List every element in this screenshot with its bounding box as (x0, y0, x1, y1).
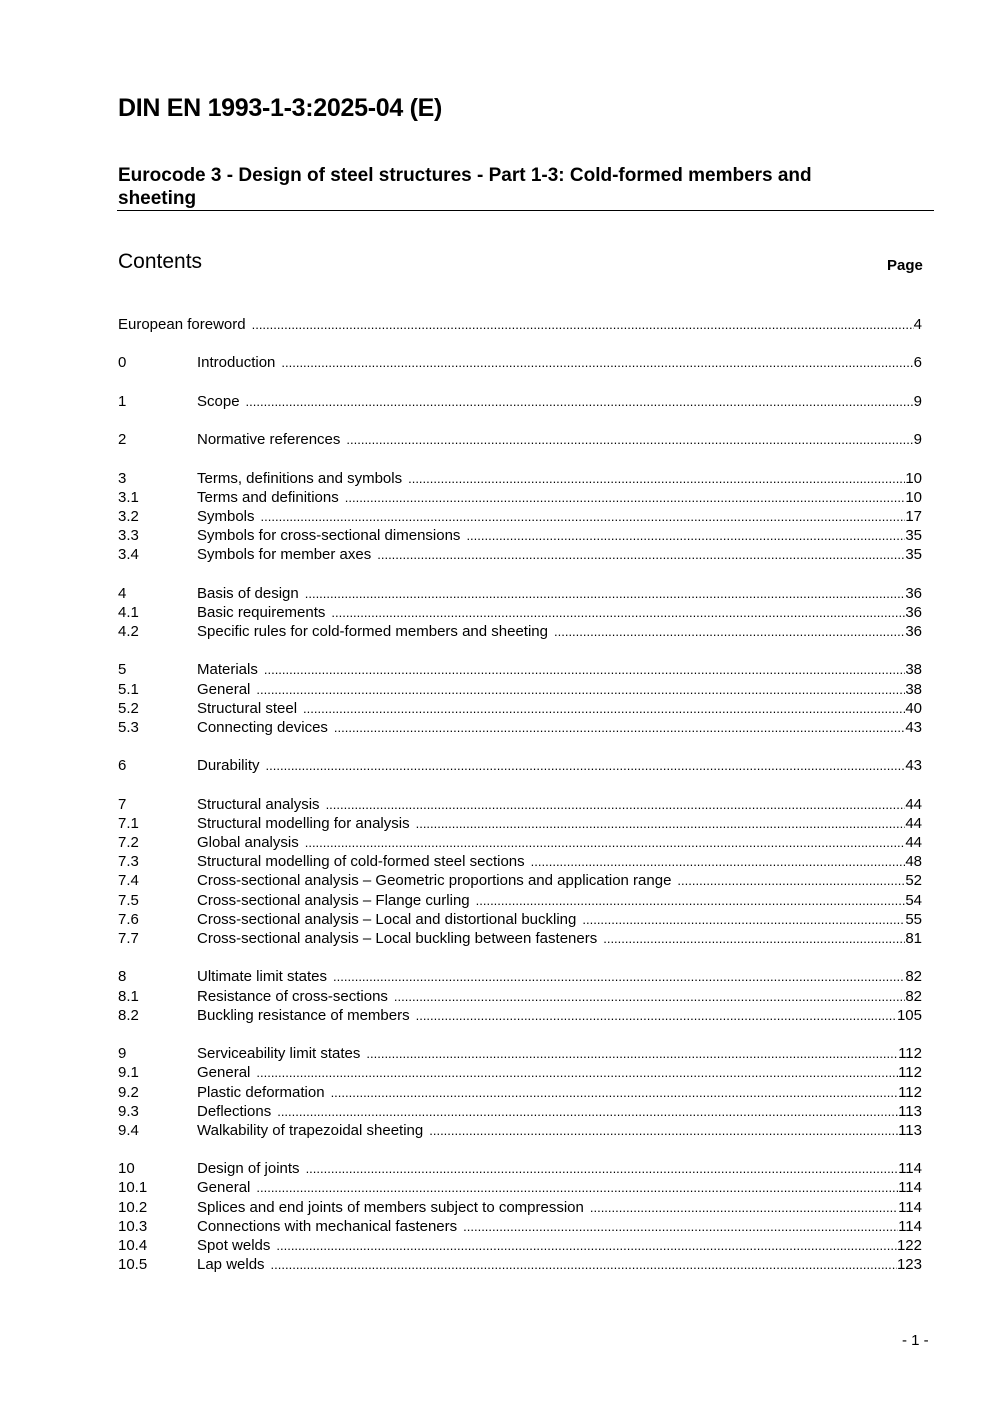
toc-group (118, 1159, 922, 1274)
toc-entry-number: 3.3 (118, 527, 139, 545)
toc-entry-number: 7 (118, 795, 127, 813)
toc-entry-page: 36 (905, 623, 922, 640)
toc-entry-page: 6 (913, 354, 922, 372)
toc-entry-page: 38 (905, 661, 922, 679)
toc-entry-title: Terms and definitions (197, 488, 339, 506)
toc-dot-leader (554, 622, 905, 641)
toc-entry-title: Structural modelling of cold-formed steel sections (197, 853, 525, 871)
toc-entry-number: 9.2 (118, 1083, 139, 1101)
toc-entry-title: Symbols for cross-sectional dimensions (197, 527, 461, 545)
toc-entry-number: 3 (118, 469, 127, 487)
toc-entry[interactable] (118, 871, 922, 890)
toc-dot-leader (333, 967, 905, 986)
toc-entry-number: 10 (118, 1160, 135, 1178)
toc-dot-leader (603, 929, 905, 948)
toc-dot-leader (256, 1178, 898, 1197)
toc-entry-page: 82 (905, 968, 922, 986)
toc-dot-leader (408, 469, 905, 488)
toc-entry[interactable] (118, 1063, 922, 1082)
toc-group (118, 795, 922, 949)
toc-entry-number: 10.4 (118, 1237, 148, 1254)
toc-entry[interactable] (118, 718, 922, 737)
toc-entry[interactable] (118, 814, 922, 833)
toc-entry-title: Global analysis (197, 834, 299, 852)
toc-entry-title: Normative references (197, 431, 341, 449)
toc-dot-leader (256, 1063, 898, 1082)
toc-entry-page: 112 (898, 1064, 922, 1082)
toc-dot-leader (264, 660, 905, 679)
toc-entry[interactable] (118, 756, 922, 775)
toc-entry-number: 9 (118, 1045, 127, 1063)
toc-entry-title: General (197, 680, 251, 698)
toc-entry-number: 5.2 (118, 699, 139, 717)
toc-entry-title: Cross-sectional analysis – Local buckling between fasteners (197, 930, 598, 947)
toc-entry[interactable] (118, 622, 922, 641)
toc-dot-leader (303, 699, 905, 718)
toc-entry[interactable] (118, 1121, 922, 1140)
toc-entry-page: 48 (905, 853, 922, 871)
toc-entry-number: 7.7 (118, 930, 139, 947)
toc-entry-page: 44 (905, 834, 922, 852)
toc-entry-page: 36 (905, 603, 922, 621)
toc-dot-leader (394, 987, 905, 1006)
toc-entry[interactable] (118, 1006, 922, 1025)
toc-dot-leader (266, 756, 906, 775)
toc-entry-page: 38 (905, 680, 922, 698)
contents-heading: Contents (118, 250, 203, 273)
toc-entry[interactable] (118, 1083, 922, 1102)
toc-group (118, 584, 922, 642)
toc-group (118, 756, 922, 775)
toc-dot-leader (416, 1006, 897, 1025)
toc-entry-number: 9.4 (118, 1121, 139, 1139)
toc-entry-page: 52 (905, 872, 922, 890)
toc-entry[interactable] (118, 987, 922, 1006)
page-number-footer: - 1 - (902, 1332, 929, 1349)
toc-dot-leader (466, 526, 905, 545)
toc-entry-page: 43 (905, 757, 922, 775)
toc-entry-title: Ultimate limit states (197, 968, 328, 986)
toc-entry-title: Specific rules for cold-formed members and sheeting (197, 623, 548, 640)
toc-entry-title: Terms, definitions and symbols (197, 469, 403, 487)
toc-entry-title: Symbols for member axes (197, 546, 372, 564)
toc-dot-leader (252, 315, 914, 334)
toc-entry[interactable] (118, 603, 922, 622)
toc-entry-number: 3.4 (118, 546, 139, 564)
toc-entry-number: 8 (118, 968, 127, 986)
toc-entry-number: 10.3 (118, 1217, 148, 1235)
toc-entry-title: Resistance of cross-sections (197, 987, 388, 1005)
toc-entry-page: 114 (898, 1179, 922, 1197)
toc-entry-page: 40 (905, 699, 922, 717)
toc-entry[interactable] (118, 833, 922, 852)
toc-entry[interactable] (118, 699, 922, 718)
toc-entry-title: Scope (197, 392, 240, 410)
toc-entry-title: Structural analysis (197, 795, 320, 813)
toc-entry-number: 10.1 (118, 1179, 148, 1197)
toc-entry-number: 8.1 (118, 987, 139, 1005)
toc-entry[interactable] (118, 1044, 922, 1063)
toc-entry-number: 3.1 (118, 488, 139, 506)
toc-entry-number: 9.1 (118, 1064, 139, 1082)
toc-entry-title: Connecting devices (197, 718, 328, 736)
toc-entry-page: 17 (905, 507, 922, 525)
toc-group (118, 967, 922, 1025)
toc-dot-leader (276, 1236, 897, 1255)
toc-dot-leader (261, 507, 906, 526)
toc-entry-page: 113 (898, 1102, 922, 1120)
toc-entry[interactable] (118, 584, 922, 603)
toc-entry[interactable] (118, 1236, 922, 1255)
toc-entry-title: Connections with mechanical fasteners (197, 1217, 458, 1235)
toc-entry-title: Deflections (197, 1102, 272, 1120)
toc-entry-title: Splices and end joints of members subject to compression (197, 1198, 584, 1216)
toc-dot-leader (256, 680, 905, 699)
toc-dot-leader (281, 353, 913, 372)
toc-entry-page: 10 (905, 469, 922, 487)
toc-entry-page: 9 (913, 392, 922, 410)
toc-dot-leader (346, 430, 913, 449)
toc-entry[interactable] (118, 526, 922, 545)
toc-entry-page: 114 (898, 1160, 922, 1178)
toc-group (118, 392, 922, 411)
toc-entry-number: 4 (118, 584, 127, 602)
toc-entry[interactable] (118, 910, 922, 929)
toc-entry-title: Structural modelling for analysis (197, 814, 410, 832)
document-id: DIN EN 1993-1-3:2025-04 (E) (118, 94, 442, 122)
toc-entry-page: 113 (898, 1121, 922, 1139)
toc-group (118, 469, 922, 565)
toc-entry-title: Durability (197, 757, 260, 775)
toc-group (118, 315, 922, 334)
toc-dot-leader (246, 392, 914, 411)
toc-entry[interactable] (118, 967, 922, 986)
toc-entry-number: 5 (118, 661, 127, 679)
toc-entry-number: 3.2 (118, 507, 139, 525)
toc-entry[interactable] (118, 315, 922, 334)
toc-entry[interactable] (118, 1102, 922, 1121)
toc-entry-title: Cross-sectional analysis – Flange curling (197, 891, 470, 909)
toc-entry-title: Structural steel (197, 699, 298, 717)
toc-entry[interactable] (118, 680, 922, 699)
toc-entry-number: 8.2 (118, 1006, 139, 1024)
toc-entry-page: 114 (898, 1217, 922, 1235)
toc-entry-page: 4 (913, 316, 922, 333)
table-of-contents (118, 315, 922, 1274)
toc-entry-title: European foreword (118, 316, 246, 333)
toc-entry-page: 9 (913, 431, 922, 449)
toc-entry-number: 0 (118, 354, 127, 372)
toc-dot-leader (582, 910, 905, 929)
toc-entry-title: General (197, 1179, 251, 1197)
toc-entry-title: Basis of design (197, 584, 299, 602)
toc-entry-number: 1 (118, 392, 127, 410)
toc-entry-title: General (197, 1064, 251, 1082)
toc-entry-number: 7.5 (118, 891, 139, 909)
document-subtitle: Eurocode 3 - Design of steel structures - Part 1-3: Cold-formed members and sheeting (118, 165, 812, 209)
toc-entry-number: 9.3 (118, 1102, 139, 1120)
title-divider (117, 210, 934, 211)
toc-entry-title: Materials (197, 661, 258, 679)
toc-entry[interactable] (118, 507, 922, 526)
toc-entry-page: 36 (905, 584, 922, 602)
toc-dot-leader (590, 1198, 898, 1217)
toc-entry-page: 123 (896, 1256, 922, 1274)
toc-entry-title: Basic requirements (197, 603, 326, 621)
toc-entry-title: Lap welds (197, 1256, 265, 1274)
toc-entry-number: 10.2 (118, 1198, 148, 1216)
toc-entry-title: Design of joints (197, 1160, 300, 1178)
toc-group (118, 1044, 922, 1140)
toc-entry-page: 122 (896, 1237, 922, 1254)
toc-entry-title: Introduction (197, 354, 276, 372)
toc-dot-leader (677, 871, 905, 890)
toc-entry-number: 10.5 (118, 1256, 148, 1274)
toc-entry-number: 5.1 (118, 680, 139, 698)
toc-dot-leader (277, 1102, 898, 1121)
toc-entry-title: Plastic deformation (197, 1083, 325, 1101)
toc-entry[interactable] (118, 929, 922, 948)
toc-dot-leader (306, 1159, 899, 1178)
toc-dot-leader (366, 1044, 898, 1063)
toc-dot-leader (476, 891, 906, 910)
toc-entry-page: 112 (898, 1045, 922, 1063)
toc-dot-leader (326, 795, 906, 814)
toc-dot-leader (531, 852, 906, 871)
toc-entry-page: 44 (905, 814, 922, 832)
toc-entry-page: 82 (905, 987, 922, 1005)
toc-entry-title: Cross-sectional analysis – Local and distortional buckling (197, 910, 577, 928)
toc-entry[interactable] (118, 852, 922, 871)
toc-dot-leader (429, 1121, 898, 1140)
toc-entry-page: 54 (905, 891, 922, 909)
toc-dot-leader (416, 814, 906, 833)
toc-dot-leader (305, 584, 906, 603)
toc-entry-title: Walkability of trapezoidal sheeting (197, 1121, 424, 1139)
toc-dot-leader (345, 488, 906, 507)
toc-entry-page: 105 (896, 1006, 922, 1024)
toc-entry-page: 55 (905, 910, 922, 928)
toc-entry-number: 5.3 (118, 718, 139, 736)
toc-entry-page: 81 (905, 930, 922, 947)
toc-entry-number: 6 (118, 757, 127, 775)
toc-dot-leader (463, 1217, 898, 1236)
toc-entry-number: 7.2 (118, 834, 139, 852)
toc-group (118, 430, 922, 449)
toc-entry[interactable] (118, 1198, 922, 1217)
toc-entry-title: Serviceability limit states (197, 1045, 361, 1063)
toc-entry[interactable] (118, 545, 922, 564)
toc-dot-leader (331, 603, 905, 622)
toc-dot-leader (271, 1255, 897, 1274)
toc-entry[interactable] (118, 1178, 922, 1197)
toc-entry-page: 114 (898, 1198, 922, 1216)
toc-dot-leader (334, 718, 905, 737)
toc-group (118, 660, 922, 737)
toc-entry-number: 2 (118, 431, 127, 449)
toc-entry-title: Buckling resistance of members (197, 1006, 410, 1024)
toc-entry-number: 7.4 (118, 872, 139, 890)
toc-dot-leader (377, 545, 905, 564)
toc-entry-number: 4.1 (118, 603, 139, 621)
page-column-heading: Page (887, 257, 923, 274)
toc-entry-page: 35 (905, 527, 922, 545)
toc-entry-page: 44 (905, 795, 922, 813)
toc-entry-number: 7.6 (118, 910, 139, 928)
toc-entry[interactable] (118, 1255, 922, 1274)
toc-entry[interactable] (118, 392, 922, 411)
toc-entry[interactable] (118, 469, 922, 488)
toc-dot-leader (331, 1083, 899, 1102)
toc-entry[interactable] (118, 430, 922, 449)
toc-entry-title: Symbols (197, 507, 255, 525)
toc-entry-title: Spot welds (197, 1237, 271, 1254)
toc-entry[interactable] (118, 1159, 922, 1178)
toc-entry-page: 112 (898, 1083, 922, 1101)
toc-entry[interactable] (118, 1217, 922, 1236)
toc-entry[interactable] (118, 353, 922, 372)
toc-entry-number: 7.1 (118, 814, 139, 832)
toc-entry-page: 35 (905, 546, 922, 564)
toc-entry[interactable] (118, 891, 922, 910)
toc-entry-page: 43 (905, 718, 922, 736)
toc-entry[interactable] (118, 488, 922, 507)
toc-group (118, 353, 922, 372)
toc-entry[interactable] (118, 795, 922, 814)
toc-entry-number: 7.3 (118, 853, 139, 871)
toc-entry-page: 10 (905, 488, 922, 506)
toc-entry[interactable] (118, 660, 922, 679)
toc-entry-title: Cross-sectional analysis – Geometric proportions and application range (197, 872, 672, 890)
toc-dot-leader (305, 833, 906, 852)
toc-entry-number: 4.2 (118, 623, 139, 640)
